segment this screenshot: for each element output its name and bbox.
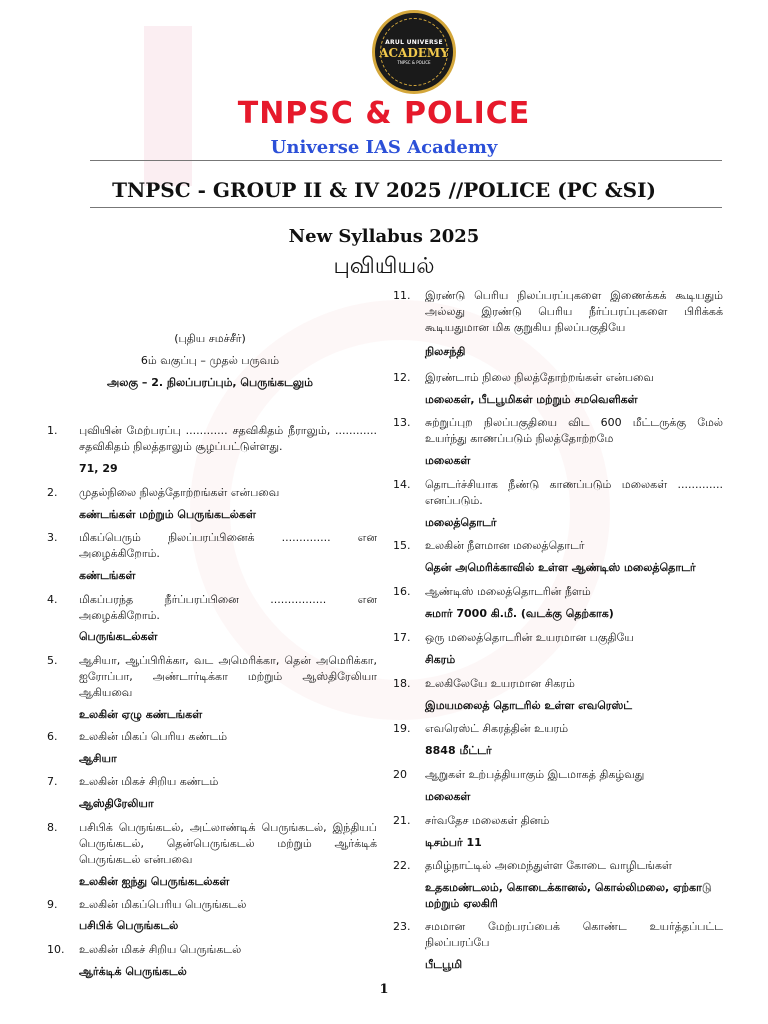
question-number: 21. xyxy=(393,814,411,827)
question-number: 11. xyxy=(393,289,411,302)
logo-line-1: ARUL UNIVERSE xyxy=(385,39,443,46)
left-column xyxy=(47,0,377,1000)
answer-text: மலைகள் xyxy=(425,454,471,467)
question-number: 23. xyxy=(393,920,411,933)
question-text: மிகப்பரந்த நீர்ப்பரப்பினை ................ என அழைக்கிறோம். xyxy=(79,593,377,622)
question-text: புவியின் மேற்பரப்பு ............ சதவிகிதம் நீராலும், ............ சதவிகிதம் நிலத்தாலும் சூழப்பட்டுள்ளது. xyxy=(79,424,377,453)
question-number: 5. xyxy=(47,654,58,667)
question-number: 3. xyxy=(47,531,58,544)
question-text: இரண்டாம் நிலை நிலத்தோற்றங்கள் என்பவை xyxy=(425,371,654,384)
answer-text: 8848 மீட்டர் xyxy=(425,744,492,757)
answer-text: உலகின் ஐந்து பெருங்கடல்கள் xyxy=(79,875,230,888)
question-number: 17. xyxy=(393,631,411,644)
question-text: முதல்நிலை நிலத்தோற்றங்கள் என்பவை xyxy=(79,486,280,499)
answer-text: உதகமண்டலம், கொடைக்கானல், கொல்லிமலை, ஏற்காடு மற்றும் ஏலகிரி xyxy=(425,881,712,910)
subject-title: புவியியல் xyxy=(333,254,435,279)
brand-subtitle: Universe IAS Academy xyxy=(270,137,498,158)
question-text: சமமான மேற்பரப்பைக் கொண்ட உயர்த்தப்பட்ட நிலப்பரப்பே xyxy=(425,920,723,949)
question-number: 19. xyxy=(393,722,411,735)
question-text: மிகப்பெரும் நிலப்பரப்பினைக் .............. என அழைக்கிறோம். xyxy=(79,531,377,560)
answer-text: பெருங்கடல்கள் xyxy=(79,630,158,643)
question-number: 2. xyxy=(47,486,58,499)
unit-label: அலகு – 2. நிலப்பரப்பும், பெருங்கடலும் xyxy=(107,376,313,389)
right-column xyxy=(393,0,723,1000)
question-number: 16. xyxy=(393,585,411,598)
question-number: 7. xyxy=(47,775,58,788)
answer-text: டிசம்பர் 11 xyxy=(425,836,482,849)
question-number: 8. xyxy=(47,821,58,834)
answer-text: பசிபிக் பெருங்கடல் xyxy=(79,919,179,932)
question-text: இரண்டு பெரிய நிலப்பரப்புகளை இணைக்கக் கூடியதும் அல்லது இரண்டு பெரிய நீர்ப்பரப்புகளை பிரிக்கக் கூடியதுமான மிக குறுகிய நிலப்பகுதியே xyxy=(425,289,723,334)
answer-text: ஆசியா xyxy=(79,752,117,765)
question-text: உலகின் மிகச் சிறிய பெருங்கடல் xyxy=(79,943,242,956)
answer-text: 71, 29 xyxy=(79,462,118,475)
question-text: எவரெஸ்ட் சிகரத்தின் உயரம் xyxy=(425,722,569,735)
question-text: உலகின் மிகப் பெரிய கண்டம் xyxy=(79,730,228,743)
question-number: 12. xyxy=(393,371,411,384)
question-text: தொடர்ச்சியாக நீண்டு காணப்படும் மலைகள் ............. எனப்படும். xyxy=(425,478,723,507)
question-number: 14. xyxy=(393,478,411,491)
answer-text: சுமார் 7000 கி.மீ. (வடக்கு தெற்காக) xyxy=(425,607,614,620)
question-text: பசிபிக் பெருங்கடல், அட்லாண்டிக் பெருங்கடல், இந்தியப் பெருங்கடல், தென்பெருங்கடல் மற்றும் ஆர்க்டிக் பெருங்கடல் என்பவை xyxy=(79,821,377,866)
answer-text: இமயமலைத் தொடரில் உள்ள எவரெஸ்ட் xyxy=(425,699,633,712)
answer-text: மலைகள், பீடபூமிகள் மற்றும் சமவெளிகள் xyxy=(425,393,638,406)
page-number: 1 xyxy=(379,982,389,997)
class-label: 6ம் வகுப்பு – முதல் பருவம் xyxy=(140,354,280,367)
question-text: ஒரு மலைத்தொடரின் உயரமான பகுதியே xyxy=(425,631,634,644)
exam-title: TNPSC - GROUP II & IV 2025 //POLICE (PC &SI) xyxy=(112,178,656,202)
question-number: 4. xyxy=(47,593,58,606)
question-number: 10. xyxy=(47,943,65,956)
question-text: உலகிலேயே உயரமான சிகரம் xyxy=(425,677,575,690)
question-number: 1. xyxy=(47,424,58,437)
question-text: உலகின் மிகப்பெரிய பெருங்கடல் xyxy=(79,898,247,911)
question-number: 6. xyxy=(47,730,58,743)
question-number: 20 xyxy=(393,768,407,781)
question-number: 9. xyxy=(47,898,58,911)
question-number: 15. xyxy=(393,539,411,552)
question-text: ஆண்டிஸ் மலைத்தொடரின் நீளம் xyxy=(425,585,591,598)
answer-text: மலைத்தொடர் xyxy=(425,516,497,529)
question-number: 18. xyxy=(393,677,411,690)
book-label: (புதிய சமச்சீர்) xyxy=(174,332,246,345)
brand-title: TNPSC & POLICE xyxy=(237,96,531,131)
logo-line-3: TNPSC & POLICE xyxy=(397,60,431,65)
answer-text: உலகின் ஏழு கண்டங்கள் xyxy=(79,708,203,721)
answer-text: பீடபூமி xyxy=(425,958,463,971)
question-text: சர்வதேச மலைகள் தினம் xyxy=(425,814,550,827)
question-text: சுற்றுப்புற நிலப்பகுதியை விட 600 மீட்டருக்கு மேல் உயர்ந்து காணப்படும் நிலத்தோற்றமே xyxy=(425,416,723,445)
question-number: 13. xyxy=(393,416,411,429)
answer-text: கண்டங்கள் xyxy=(79,569,136,582)
question-text: உலகின் மிகச் சிறிய கண்டம் xyxy=(79,775,219,788)
answer-text: நிலசந்தி xyxy=(425,345,466,358)
syllabus-title: New Syllabus 2025 xyxy=(288,226,480,247)
answer-text: மலைகள் xyxy=(425,790,471,803)
question-text: உலகின் நீளமான மலைத்தொடர் xyxy=(425,539,585,552)
question-number: 22. xyxy=(393,859,411,872)
answer-text: சிகரம் xyxy=(425,653,456,666)
question-text: ஆசியா, ஆப்பிரிக்கா, வட அமெரிக்கா, தென் அமெரிக்கா, ஐரோப்பா, அண்டார்டிக்கா மற்றும் ஆஸ்திரேலியா ஆகியவை xyxy=(79,654,377,699)
answer-text: ஆஸ்திரேலியா xyxy=(79,797,154,810)
logo-line-2: ACADEMY xyxy=(379,46,449,60)
answer-text: தென் அமெரிக்காவில் உள்ள ஆண்டிஸ் மலைத்தொடர் xyxy=(425,561,696,574)
question-text: தமிழ்நாட்டில் அமைந்துள்ள கோடை வாழிடங்கள் xyxy=(425,859,672,872)
answer-text: கண்டங்கள் மற்றும் பெருங்கடல்கள் xyxy=(79,508,256,521)
answer-text: ஆர்க்டிக் பெருங்கடல் xyxy=(79,965,187,978)
question-text: ஆறுகள் உற்பத்தியாகும் இடமாகத் திகழ்வது xyxy=(425,768,645,781)
